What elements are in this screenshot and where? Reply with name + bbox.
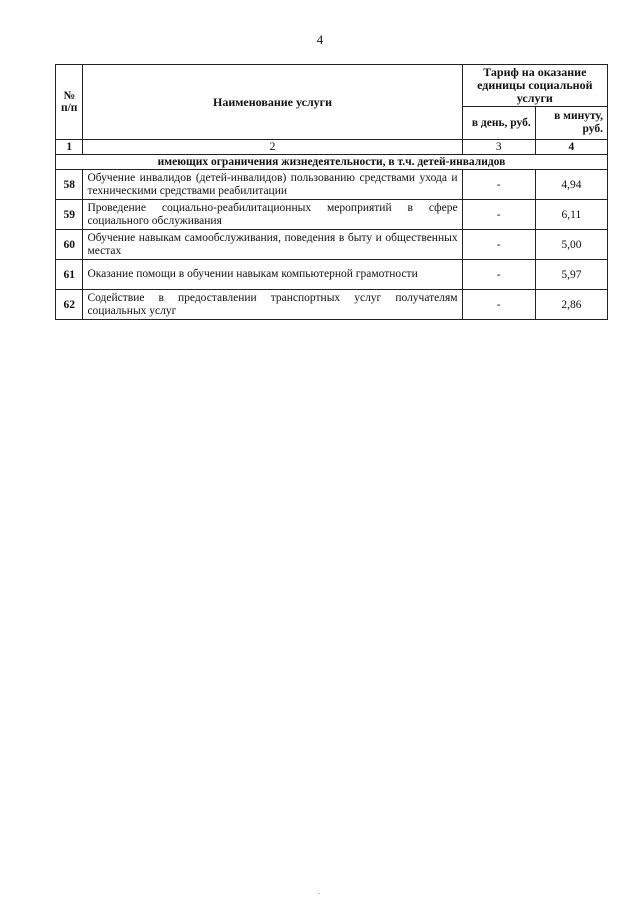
header-row [56,65,608,107]
page-number: 4 [316,32,324,47]
table-row [56,260,608,290]
row-number: 58 [56,170,83,200]
table-row [56,200,608,230]
header-per-minute: в минуту, руб. [535,107,607,140]
section-title: имеющих ограничения жизнедеятельности, в т.ч. детей-инвалидов [56,155,608,170]
section-row [56,155,608,170]
row-number: 59 [56,200,83,230]
row-service-name: Оказание помощи в обучении навыкам компьютерной грамотности [83,260,462,290]
row-per-minute: 4,94 [535,170,607,200]
header-name: Наименование услуги [83,65,462,140]
footer-mark: . [318,887,320,896]
table-row [56,170,608,200]
row-per-day: - [462,170,535,200]
row-per-day: - [462,260,535,290]
row-number: 60 [56,230,83,260]
row-per-day: - [462,230,535,260]
row-number: 62 [56,290,83,320]
row-per-day: - [462,290,535,320]
row-service-name: Содействие в предоставлении транспортных услуг получателям социальных услуг [83,290,462,320]
column-index-4: 4 [535,140,607,155]
header-tariff: Тариф на оказание единицы социальной услуги [462,65,607,107]
row-service-name: Проведение социально-реабилитационных мероприятий в сфере социального обслуживания [83,200,462,230]
row-per-minute: 5,97 [535,260,607,290]
column-index-1: 1 [56,140,83,155]
table-row [56,290,608,320]
row-service-name: Обучение навыкам самообслуживания, поведения в быту и общественных местах [83,230,462,260]
row-per-minute: 5,00 [535,230,607,260]
column-index-3: 3 [462,140,535,155]
row-number: 61 [56,260,83,290]
tariff-table [55,64,608,320]
column-index-2: 2 [83,140,462,155]
row-service-name: Обучение инвалидов (детей-инвалидов) пользованию средствами ухода и техническими средствами реабилитации [83,170,462,200]
header-per-day: в день, руб. [462,107,535,140]
row-per-minute: 6,11 [535,200,607,230]
row-per-minute: 2,86 [535,290,607,320]
header-num: № п/п [56,65,83,140]
column-index-row [56,140,608,155]
row-per-day: - [462,200,535,230]
table-row [56,230,608,260]
